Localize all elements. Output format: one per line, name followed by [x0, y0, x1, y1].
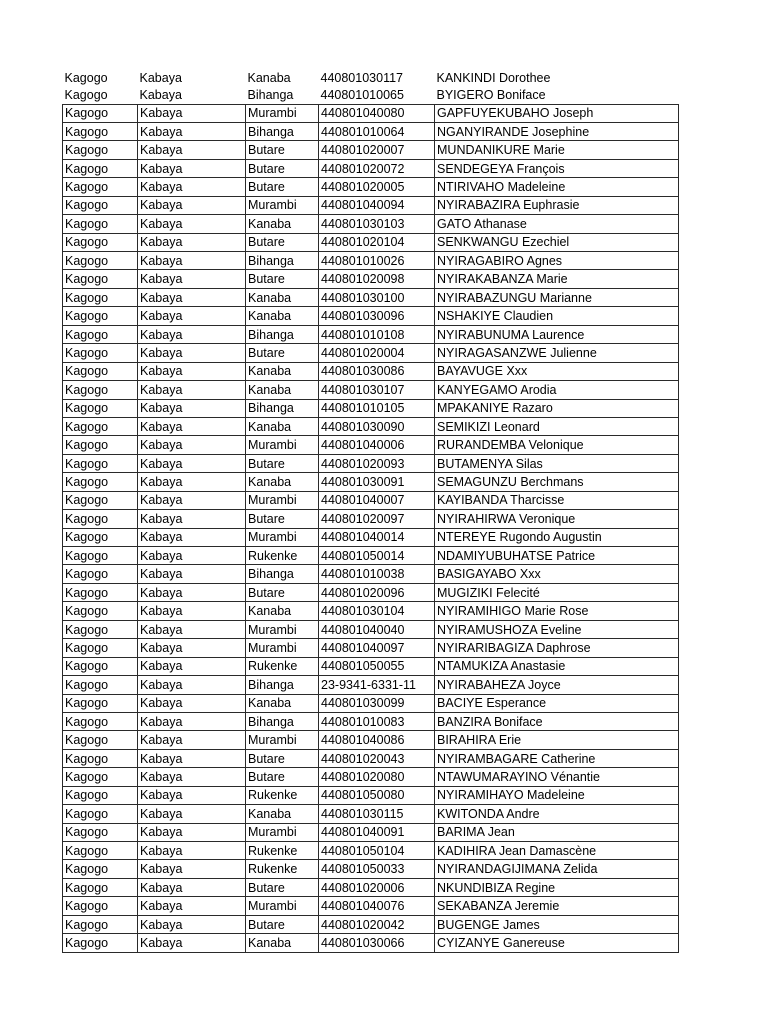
table-cell-col-1: Kagogo	[63, 639, 138, 657]
table-row	[63, 657, 679, 675]
table-row	[63, 159, 679, 177]
table-row	[63, 233, 679, 251]
table-row	[63, 897, 679, 915]
table-row	[63, 325, 679, 343]
table-cell-col-1: Kagogo	[63, 399, 138, 417]
table-cell-col-5: RURANDEMBA Velonique	[435, 436, 679, 454]
table-cell-col-1: Kagogo	[63, 620, 138, 638]
table-cell-col-5: MUNDANIKURE Marie	[435, 141, 679, 159]
table-cell-col-5: SENDEGEYA François	[435, 159, 679, 177]
table-cell-col-2: Kabaya	[138, 454, 246, 472]
table-cell-col-1: Kagogo	[63, 860, 138, 878]
table-cell-col-1: Kagogo	[63, 122, 138, 140]
table-cell-col-1: Kagogo	[63, 381, 138, 399]
table-cell-col-1: Kagogo	[63, 417, 138, 435]
table-cell-col-2: Kabaya	[138, 288, 246, 306]
table-cell-col-5: NYIRAHIRWA Veronique	[435, 510, 679, 528]
table-cell-col-1: Kagogo	[63, 528, 138, 546]
table-cell-col-3: Murambi	[246, 528, 319, 546]
table-row	[63, 565, 679, 583]
table-cell-col-4: 440801020080	[319, 768, 435, 786]
table-cell-col-1: Kagogo	[63, 786, 138, 804]
table-cell-col-2: Kabaya	[138, 768, 246, 786]
table-cell-col-3: Butare	[246, 454, 319, 472]
table-cell-col-3: Rukenke	[246, 860, 319, 878]
data-table	[62, 69, 679, 953]
table-cell-col-2: Kabaya	[138, 915, 246, 933]
table-row	[63, 860, 679, 878]
table-cell-col-5: NYIRAMIHIGO Marie Rose	[435, 602, 679, 620]
table-cell-col-2: Kabaya	[138, 565, 246, 583]
table-cell-col-4: 440801030086	[319, 362, 435, 380]
table-cell-col-3: Murambi	[246, 823, 319, 841]
table-cell-col-4: 440801020004	[319, 344, 435, 362]
table-cell-col-4: 440801020096	[319, 583, 435, 601]
table-cell-col-5: NGANYIRANDE Josephine	[435, 122, 679, 140]
table-cell-col-4: 440801020104	[319, 233, 435, 251]
table-cell-col-1: Kagogo	[63, 288, 138, 306]
table-cell-col-2: Kabaya	[138, 381, 246, 399]
table-body	[63, 69, 679, 953]
table-row	[63, 491, 679, 509]
table-cell-col-1: Kagogo	[63, 252, 138, 270]
table-row	[63, 196, 679, 214]
table-cell-col-3: Butare	[246, 141, 319, 159]
table-cell-col-4: 440801020043	[319, 749, 435, 767]
table-cell-col-3: Kanaba	[246, 381, 319, 399]
table-cell-col-2: Kabaya	[138, 823, 246, 841]
table-cell-col-3: Butare	[246, 878, 319, 896]
table-cell-col-3: Rukenke	[246, 657, 319, 675]
table-cell-col-4: 440801010105	[319, 399, 435, 417]
table-cell-col-1: Kagogo	[63, 805, 138, 823]
table-cell-col-4: 440801020006	[319, 878, 435, 896]
table-cell-col-5: BUTAMENYA Silas	[435, 454, 679, 472]
table-row	[63, 122, 679, 140]
table-cell-col-4: 440801040040	[319, 620, 435, 638]
table-cell-col-3: Butare	[246, 270, 319, 288]
table-cell-col-1: Kagogo	[63, 823, 138, 841]
table-cell-col-1: Kagogo	[63, 491, 138, 509]
table-cell-col-2: Kabaya	[138, 712, 246, 730]
table-cell-col-5: KWITONDA Andre	[435, 805, 679, 823]
table-cell-col-4: 440801020007	[319, 141, 435, 159]
table-cell-col-5: NYIRAMUSHOZA Eveline	[435, 620, 679, 638]
table-cell-col-2: Kabaya	[138, 547, 246, 565]
table-cell-col-4: 440801040014	[319, 528, 435, 546]
table-cell-col-3: Kanaba	[246, 473, 319, 491]
table-cell-col-4: 440801030100	[319, 288, 435, 306]
table-cell-col-5: NYIRABAZUNGU Marianne	[435, 288, 679, 306]
table-cell-col-5: KANYEGAMO Arodia	[435, 381, 679, 399]
table-cell-col-3: Murambi	[246, 620, 319, 638]
table-cell-col-2: Kabaya	[138, 694, 246, 712]
table-cell-col-4: 440801020005	[319, 178, 435, 196]
table-cell-col-4: 440801030099	[319, 694, 435, 712]
table-row	[63, 749, 679, 767]
table-cell-col-2: Kabaya	[139, 70, 182, 85]
table-cell-col-3: Butare	[246, 749, 319, 767]
table-cell-col-3: Kanaba	[246, 602, 319, 620]
table-cell-col-2: Kabaya	[138, 104, 246, 122]
table-cell-col-2: Kabaya	[138, 215, 246, 233]
table-cell-col-1: Kagogo	[63, 712, 138, 730]
table-row	[63, 344, 679, 362]
table-cell-col-2: Kabaya	[138, 252, 246, 270]
table-cell-col-5: SEKABANZA Jeremie	[435, 897, 679, 915]
table-cell-col-1: Kagogo	[63, 694, 138, 712]
table-cell-col-1: Kagogo	[63, 233, 138, 251]
table-row	[63, 86, 679, 104]
table-cell-col-4: 440801010026	[319, 252, 435, 270]
table-row	[63, 731, 679, 749]
table-row	[63, 823, 679, 841]
table-cell-col-4: 440801030117	[320, 70, 403, 85]
table-cell-col-2: Kabaya	[138, 270, 246, 288]
table-cell-col-1: Kagogo	[63, 307, 138, 325]
table-cell-col-5: MPAKANIYE Razaro	[435, 399, 679, 417]
table-cell-col-1: Kagogo	[63, 731, 138, 749]
table-row	[63, 712, 679, 730]
table-cell-col-2: Kabaya	[138, 233, 246, 251]
table-cell-col-5: NYIRAGABIRO Agnes	[435, 252, 679, 270]
table-row	[63, 69, 679, 86]
table-cell-col-1: Kagogo	[63, 196, 138, 214]
table-cell-col-4: 440801050014	[319, 547, 435, 565]
table-row	[63, 399, 679, 417]
table-cell-col-2: Kabaya	[138, 473, 246, 491]
table-cell-col-5: BASIGAYABO Xxx	[435, 565, 679, 583]
table-cell-col-4: 440801030096	[319, 307, 435, 325]
table-cell-col-2: Kabaya	[138, 344, 246, 362]
table-cell-col-5: NYIRABAHEZA Joyce	[435, 676, 679, 694]
table-cell-col-4: 440801040076	[319, 897, 435, 915]
table-row	[63, 915, 679, 933]
table-cell-col-5: NYIRAMIHAYO Madeleine	[435, 786, 679, 804]
table-cell-col-3: Murambi	[246, 196, 319, 214]
table-cell-col-4: 440801020042	[319, 915, 435, 933]
table-cell-col-3: Butare	[246, 159, 319, 177]
table-cell-col-4: 440801010064	[319, 122, 435, 140]
table-cell-col-4: 440801030107	[319, 381, 435, 399]
table-row	[63, 417, 679, 435]
table-cell-col-2: Kabaya	[138, 141, 246, 159]
table-cell-col-4: 440801020097	[319, 510, 435, 528]
table-cell-col-1: Kagogo	[63, 657, 138, 675]
table-cell-col-1: Kagogo	[63, 842, 138, 860]
table-cell-col-2: Kabaya	[138, 122, 246, 140]
table-cell-col-4: 440801030091	[319, 473, 435, 491]
table-cell-col-2: Kabaya	[138, 934, 246, 953]
table-cell-col-4: 440801050055	[319, 657, 435, 675]
table-cell-col-4: 440801050080	[319, 786, 435, 804]
table-cell-col-5: NYIRARIBAGIZA Daphrose	[435, 639, 679, 657]
table-cell-col-5: GATO Athanase	[435, 215, 679, 233]
table-cell-col-2: Kabaya	[139, 87, 182, 102]
table-cell-col-5: GAPFUYEKUBAHO Joseph	[435, 104, 679, 122]
table-cell-col-2: Kabaya	[138, 805, 246, 823]
table-row	[63, 620, 679, 638]
table-cell-col-5: SENKWANGU Ezechiel	[435, 233, 679, 251]
table-cell-col-2: Kabaya	[138, 602, 246, 620]
table-cell-col-1: Kagogo	[63, 141, 138, 159]
table-cell-col-5: NKUNDIBIZA Regine	[435, 878, 679, 896]
table-cell-col-2: Kabaya	[138, 731, 246, 749]
table-cell-col-3: Butare	[246, 768, 319, 786]
table-cell-col-4: 440801020098	[319, 270, 435, 288]
table-cell-col-3: Bihanga	[246, 325, 319, 343]
table-cell-col-3: Rukenke	[246, 786, 319, 804]
table-row	[63, 528, 679, 546]
table-row	[63, 602, 679, 620]
table-cell-col-3: Kanaba	[246, 934, 319, 953]
table-cell-col-5: SEMAGUNZU Berchmans	[435, 473, 679, 491]
table-cell-col-1: Kagogo	[63, 510, 138, 528]
table-cell-col-1: Kagogo	[63, 749, 138, 767]
table-cell-col-2: Kabaya	[138, 620, 246, 638]
table-cell-col-2: Kabaya	[138, 307, 246, 325]
table-row	[63, 307, 679, 325]
table-cell-col-5: KAYIBANDA Tharcisse	[435, 491, 679, 509]
table-cell-col-2: Kabaya	[138, 749, 246, 767]
table-cell-col-4: 440801040006	[319, 436, 435, 454]
table-row	[63, 252, 679, 270]
table-row	[63, 547, 679, 565]
table-cell-col-3: Butare	[246, 344, 319, 362]
table-row	[63, 381, 679, 399]
table-cell-col-3: Kanaba	[247, 70, 291, 85]
table-cell-col-2: Kabaya	[138, 842, 246, 860]
table-row	[63, 694, 679, 712]
table-cell-col-4: 440801010038	[319, 565, 435, 583]
table-cell-col-3: Kanaba	[246, 694, 319, 712]
table-cell-col-1: Kagogo	[63, 159, 138, 177]
table-cell-col-3: Butare	[246, 233, 319, 251]
table-cell-col-5: NYIRAGASANZWE Julienne	[435, 344, 679, 362]
table-cell-col-5: KANKINDI Dorothee	[436, 70, 551, 85]
table-cell-col-2: Kabaya	[138, 639, 246, 657]
table-cell-col-3: Kanaba	[246, 288, 319, 306]
table-cell-col-5: CYIZANYE Ganereuse	[435, 934, 679, 953]
table-row	[63, 934, 679, 953]
table-row	[63, 639, 679, 657]
table-cell-col-2: Kabaya	[138, 417, 246, 435]
table-cell-col-3: Murambi	[246, 639, 319, 657]
table-cell-col-1: Kagogo	[63, 915, 138, 933]
table-cell-col-2: Kabaya	[138, 325, 246, 343]
table-cell-col-2: Kabaya	[138, 491, 246, 509]
table-cell-col-1: Kagogo	[63, 362, 138, 380]
table-cell-col-3: Bihanga	[246, 399, 319, 417]
table-cell-col-5: BARIMA Jean	[435, 823, 679, 841]
table-cell-col-4: 440801050104	[319, 842, 435, 860]
table-cell-col-5: NTIRIVAHO Madeleine	[435, 178, 679, 196]
table-cell-col-5: NYIRAKABANZA Marie	[435, 270, 679, 288]
table-cell-col-1: Kagogo	[63, 473, 138, 491]
table-cell-col-4: 440801040007	[319, 491, 435, 509]
table-cell-col-4: 440801030115	[319, 805, 435, 823]
table-cell-col-3: Kanaba	[246, 307, 319, 325]
table-cell-col-2: Kabaya	[138, 159, 246, 177]
table-cell-col-4: 440801020093	[319, 454, 435, 472]
table-cell-col-5: MUGIZIKI Felecité	[435, 583, 679, 601]
table-row	[63, 676, 679, 694]
table-cell-col-1: Kagogo	[63, 676, 138, 694]
table-cell-col-2: Kabaya	[138, 196, 246, 214]
table-row	[63, 215, 679, 233]
table-row	[63, 288, 679, 306]
table-cell-col-5: BANZIRA Boniface	[435, 712, 679, 730]
table-row	[63, 454, 679, 472]
table-cell-col-2: Kabaya	[138, 178, 246, 196]
table-row	[63, 805, 679, 823]
table-cell-col-2: Kabaya	[138, 676, 246, 694]
table-cell-col-1: Kagogo	[63, 768, 138, 786]
table-cell-col-2: Kabaya	[138, 436, 246, 454]
table-cell-col-5: NSHAKIYE Claudien	[435, 307, 679, 325]
table-row	[63, 878, 679, 896]
table-cell-col-4: 440801040086	[319, 731, 435, 749]
table-cell-col-2: Kabaya	[138, 897, 246, 915]
table-row	[63, 178, 679, 196]
table-row	[63, 583, 679, 601]
table-cell-col-4: 440801020072	[319, 159, 435, 177]
table-cell-col-1: Kagogo	[63, 565, 138, 583]
table-row	[63, 104, 679, 122]
table-cell-col-5: BYIGERO Boniface	[436, 87, 546, 102]
table-cell-col-4: 440801030066	[319, 934, 435, 953]
table-cell-col-5: BACIYE Esperance	[435, 694, 679, 712]
table-cell-col-2: Kabaya	[138, 362, 246, 380]
table-cell-col-2: Kabaya	[138, 399, 246, 417]
table-cell-col-1: Kagogo	[63, 344, 138, 362]
table-cell-col-5: NYIRANDAGIJIMANA Zelida	[435, 860, 679, 878]
table-cell-col-3: Rukenke	[246, 547, 319, 565]
table-cell-col-5: NYIRAMBAGARE Catherine	[435, 749, 679, 767]
table-cell-col-5: KADIHIRA Jean Damascène	[435, 842, 679, 860]
table-cell-col-3: Butare	[246, 178, 319, 196]
table-cell-col-1: Kagogo	[63, 104, 138, 122]
table-cell-col-4: 440801010065	[320, 87, 404, 102]
table-cell-col-1: Kagogo	[63, 934, 138, 953]
table-cell-col-3: Bihanga	[246, 252, 319, 270]
table-cell-col-3: Kanaba	[246, 215, 319, 233]
table-cell-col-2: Kabaya	[138, 657, 246, 675]
table-cell-col-3: Bihanga	[246, 122, 319, 140]
table-row	[63, 436, 679, 454]
table-cell-col-5: NDAMIYUBUHATSE Patrice	[435, 547, 679, 565]
table-cell-col-3: Butare	[246, 510, 319, 528]
table-cell-col-4: 440801010108	[319, 325, 435, 343]
spreadsheet-page	[62, 69, 678, 953]
table-row	[63, 768, 679, 786]
table-cell-col-3: Bihanga	[247, 87, 294, 102]
table-cell-col-5: BAYAVUGE Xxx	[435, 362, 679, 380]
table-cell-col-3: Bihanga	[246, 676, 319, 694]
table-row	[63, 141, 679, 159]
table-cell-col-3: Butare	[246, 915, 319, 933]
table-cell-col-5: NYIRABAZIRA Euphrasie	[435, 196, 679, 214]
table-cell-col-1: Kagogo	[64, 70, 108, 85]
table-cell-col-4: 440801040094	[319, 196, 435, 214]
table-cell-col-1: Kagogo	[63, 602, 138, 620]
table-cell-col-1: Kagogo	[63, 547, 138, 565]
table-cell-col-3: Bihanga	[246, 565, 319, 583]
table-row	[63, 842, 679, 860]
table-cell-col-1: Kagogo	[63, 270, 138, 288]
table-cell-col-5: NYIRABUNUMA Laurence	[435, 325, 679, 343]
table-cell-col-1: Kagogo	[63, 878, 138, 896]
table-cell-col-3: Kanaba	[246, 805, 319, 823]
table-cell-col-4: 440801040080	[319, 104, 435, 122]
table-cell-col-2: Kabaya	[138, 878, 246, 896]
table-cell-col-4: 440801040091	[319, 823, 435, 841]
table-cell-col-5: NTAWUMARAYINO Vénantie	[435, 768, 679, 786]
table-cell-col-3: Kanaba	[246, 362, 319, 380]
table-cell-col-2: Kabaya	[138, 510, 246, 528]
table-cell-col-3: Murambi	[246, 897, 319, 915]
table-row	[63, 510, 679, 528]
table-cell-col-2: Kabaya	[138, 583, 246, 601]
table-cell-col-4: 440801040097	[319, 639, 435, 657]
table-cell-col-1: Kagogo	[63, 215, 138, 233]
table-cell-col-5: BIRAHIRA Erie	[435, 731, 679, 749]
table-row	[63, 786, 679, 804]
table-cell-col-3: Rukenke	[246, 842, 319, 860]
table-cell-col-5: SEMIKIZI Leonard	[435, 417, 679, 435]
table-cell-col-1: Kagogo	[63, 436, 138, 454]
table-cell-col-5: NTAMUKIZA Anastasie	[435, 657, 679, 675]
table-row	[63, 270, 679, 288]
table-cell-col-2: Kabaya	[138, 528, 246, 546]
table-cell-col-4: 23-9341-6331-11	[319, 676, 435, 694]
table-cell-col-1: Kagogo	[64, 87, 108, 102]
table-cell-col-1: Kagogo	[63, 583, 138, 601]
table-cell-col-2: Kabaya	[138, 860, 246, 878]
table-cell-col-2: Kabaya	[138, 786, 246, 804]
table-cell-col-4: 440801030103	[319, 215, 435, 233]
table-cell-col-1: Kagogo	[63, 325, 138, 343]
table-cell-col-3: Kanaba	[246, 417, 319, 435]
table-cell-col-3: Murambi	[246, 491, 319, 509]
table-cell-col-1: Kagogo	[63, 178, 138, 196]
table-cell-col-3: Bihanga	[246, 712, 319, 730]
table-cell-col-3: Butare	[246, 583, 319, 601]
table-cell-col-5: NTEREYE Rugondo Augustin	[435, 528, 679, 546]
table-cell-col-1: Kagogo	[63, 454, 138, 472]
table-cell-col-1: Kagogo	[63, 897, 138, 915]
table-cell-col-4: 440801030104	[319, 602, 435, 620]
table-cell-col-5: BUGENGE James	[435, 915, 679, 933]
table-cell-col-3: Murambi	[246, 731, 319, 749]
table-cell-col-4: 440801050033	[319, 860, 435, 878]
table-cell-col-3: Murambi	[246, 436, 319, 454]
table-row	[63, 473, 679, 491]
table-row	[63, 362, 679, 380]
table-cell-col-4: 440801030090	[319, 417, 435, 435]
table-cell-col-4: 440801010083	[319, 712, 435, 730]
table-cell-col-3: Murambi	[246, 104, 319, 122]
